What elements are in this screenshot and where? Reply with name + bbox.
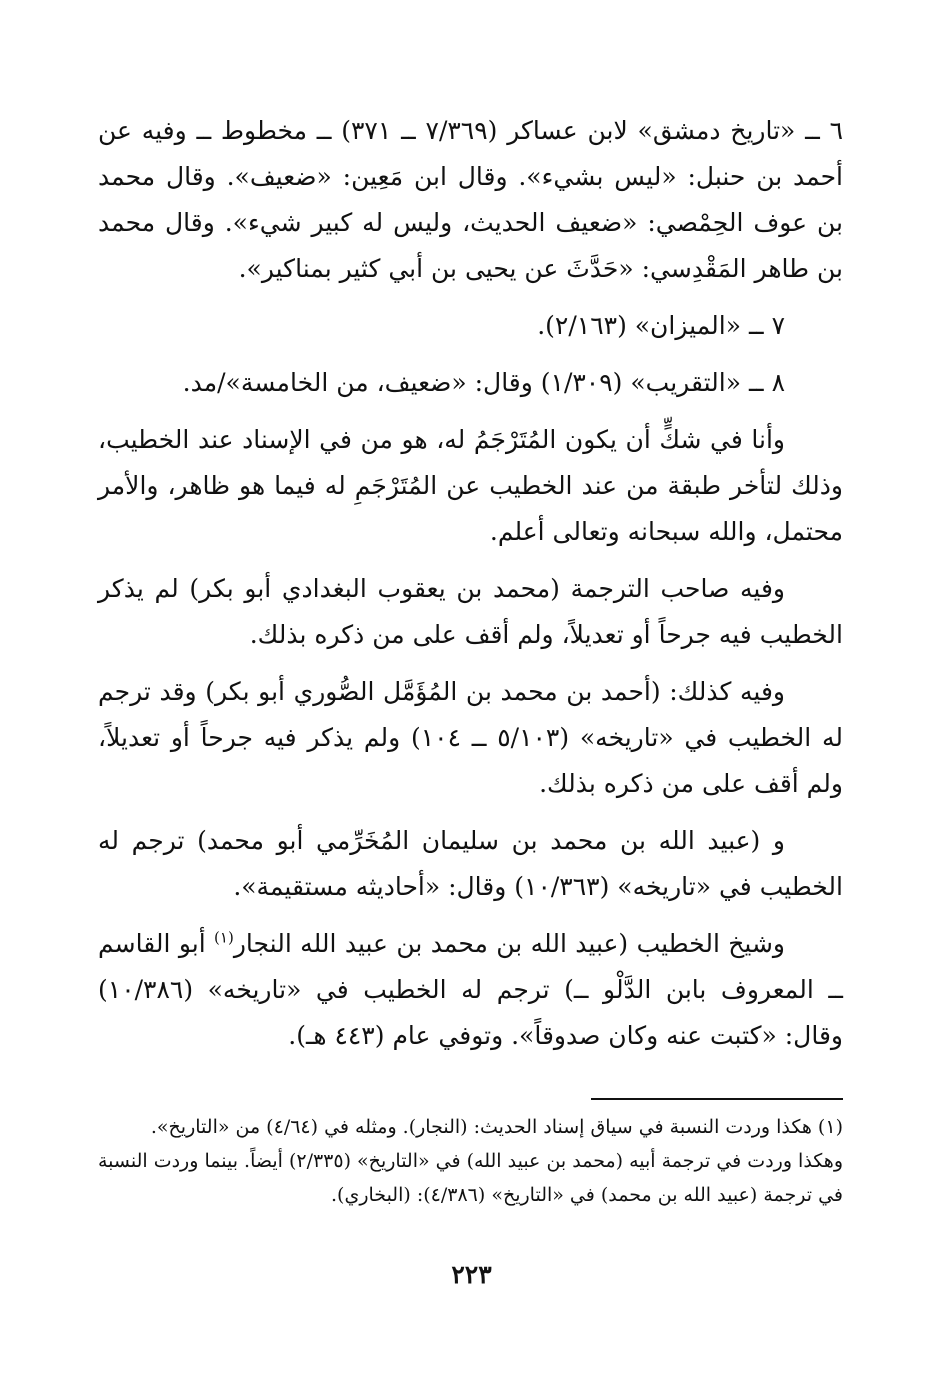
- paragraph-ahmad-sury: وفيه كذلك: (أحمد بن محمد بن المُؤَمَّل الصُّوري أبو بكر) وقد ترجم له الخطيب في «تاريخه» (٥/١٠٣ ــ ١٠٤) ولم يذكر فيه جرحاً أو تعديلاً، ولم أقف على من ذكره بذلك.: [98, 677, 844, 798]
- paragraph-khatib-shaykh-start: وشيخ الخطيب (عبيد الله بن محمد بن عبيد الله النجار: [233, 929, 785, 958]
- main-text: [98, 108, 843, 1059]
- footnote-1-continued: وهكذا وردت في ترجمة أبيه (محمد بن عبيد الله) في «التاريخ» (٢/٣٣٥) أيضاً. بينما وردت النسبة في ترجمة (عبيد الله بن محمد) في «التاريخ» (٤/٣٨٦): (البخاري).: [98, 1150, 843, 1206]
- paragraph-source-6: ٦ ــ «تاريخ دمشق» لابن عساكر (٧/٣٦٩ ــ ٣٧١) ــ مخطوط ــ وفيه عن أحمد بن حنبل: «ليس بشيء». وقال ابن مَعِين: «ضعيف». وقال محمد بن عوف الحِمْصي: «ضعيف الحديث، وليس له كبير شيء». وقال محمد بن طاهر المَقْدِسي: «حَدَّثَ عن يحيى بن أبي كثير بمناكير».: [98, 116, 844, 283]
- footnote-separator: [591, 1098, 843, 1100]
- paragraph-subject: وفيه صاحب الترجمة (محمد بن يعقوب البغدادي أبو بكر) لم يذكر الخطيب فيه جرحاً أو تعديلاً، ولم أقف على من ذكره بذلك.: [98, 574, 843, 649]
- paragraph-mukharrimi: و (عبيد الله بن محمد بن سليمان المُخَرِّمي أبو محمد) ترجم له الخطيب في «تاريخه» (١٠/٣٦٣) وقال: «أحاديثه مستقيمة».: [98, 826, 843, 901]
- footnotes: [98, 1110, 843, 1212]
- paragraph-khatib-shaykh-end: أبو القاسم ــ المعروف بابن الدَّلْو ــ) ترجم له الخطيب في «تاريخه» (١٠/٣٨٦) وقال: «كتبت عنه وكان صدوقاً». وتوفي عام (٤٤٣ هـ).: [98, 929, 843, 1050]
- paragraph-doubt: وأنا في شكٍّ أن يكون المُتَرْجَمُ له، هو من في الإسناد عند الخطيب، وذلك لتأخر طبقة من عند الخطيب عن المُتَرْجَمِ له فيما هو ظاهر، والأمر محتمل، والله سبحانه وتعالى أعلم.: [98, 425, 843, 546]
- paragraph-source-7: ٧ ــ «الميزان» (٢/١٦٣).: [537, 311, 785, 340]
- footnote-1-first: (١) هكذا وردت النسبة في سياق إسناد الحديث: (النجار). ومثله في (٤/٦٤) من «التاريخ».: [150, 1116, 843, 1138]
- page-number: ٢٢٣: [451, 1260, 492, 1289]
- paragraph-khatib-shaykh: [98, 921, 843, 1059]
- footnote-marker: (١): [214, 928, 234, 947]
- paragraph-source-8: ٨ ــ «التقريب» (١/٣٠٩) وقال: «ضعيف، من الخامسة»/مد.: [182, 368, 785, 397]
